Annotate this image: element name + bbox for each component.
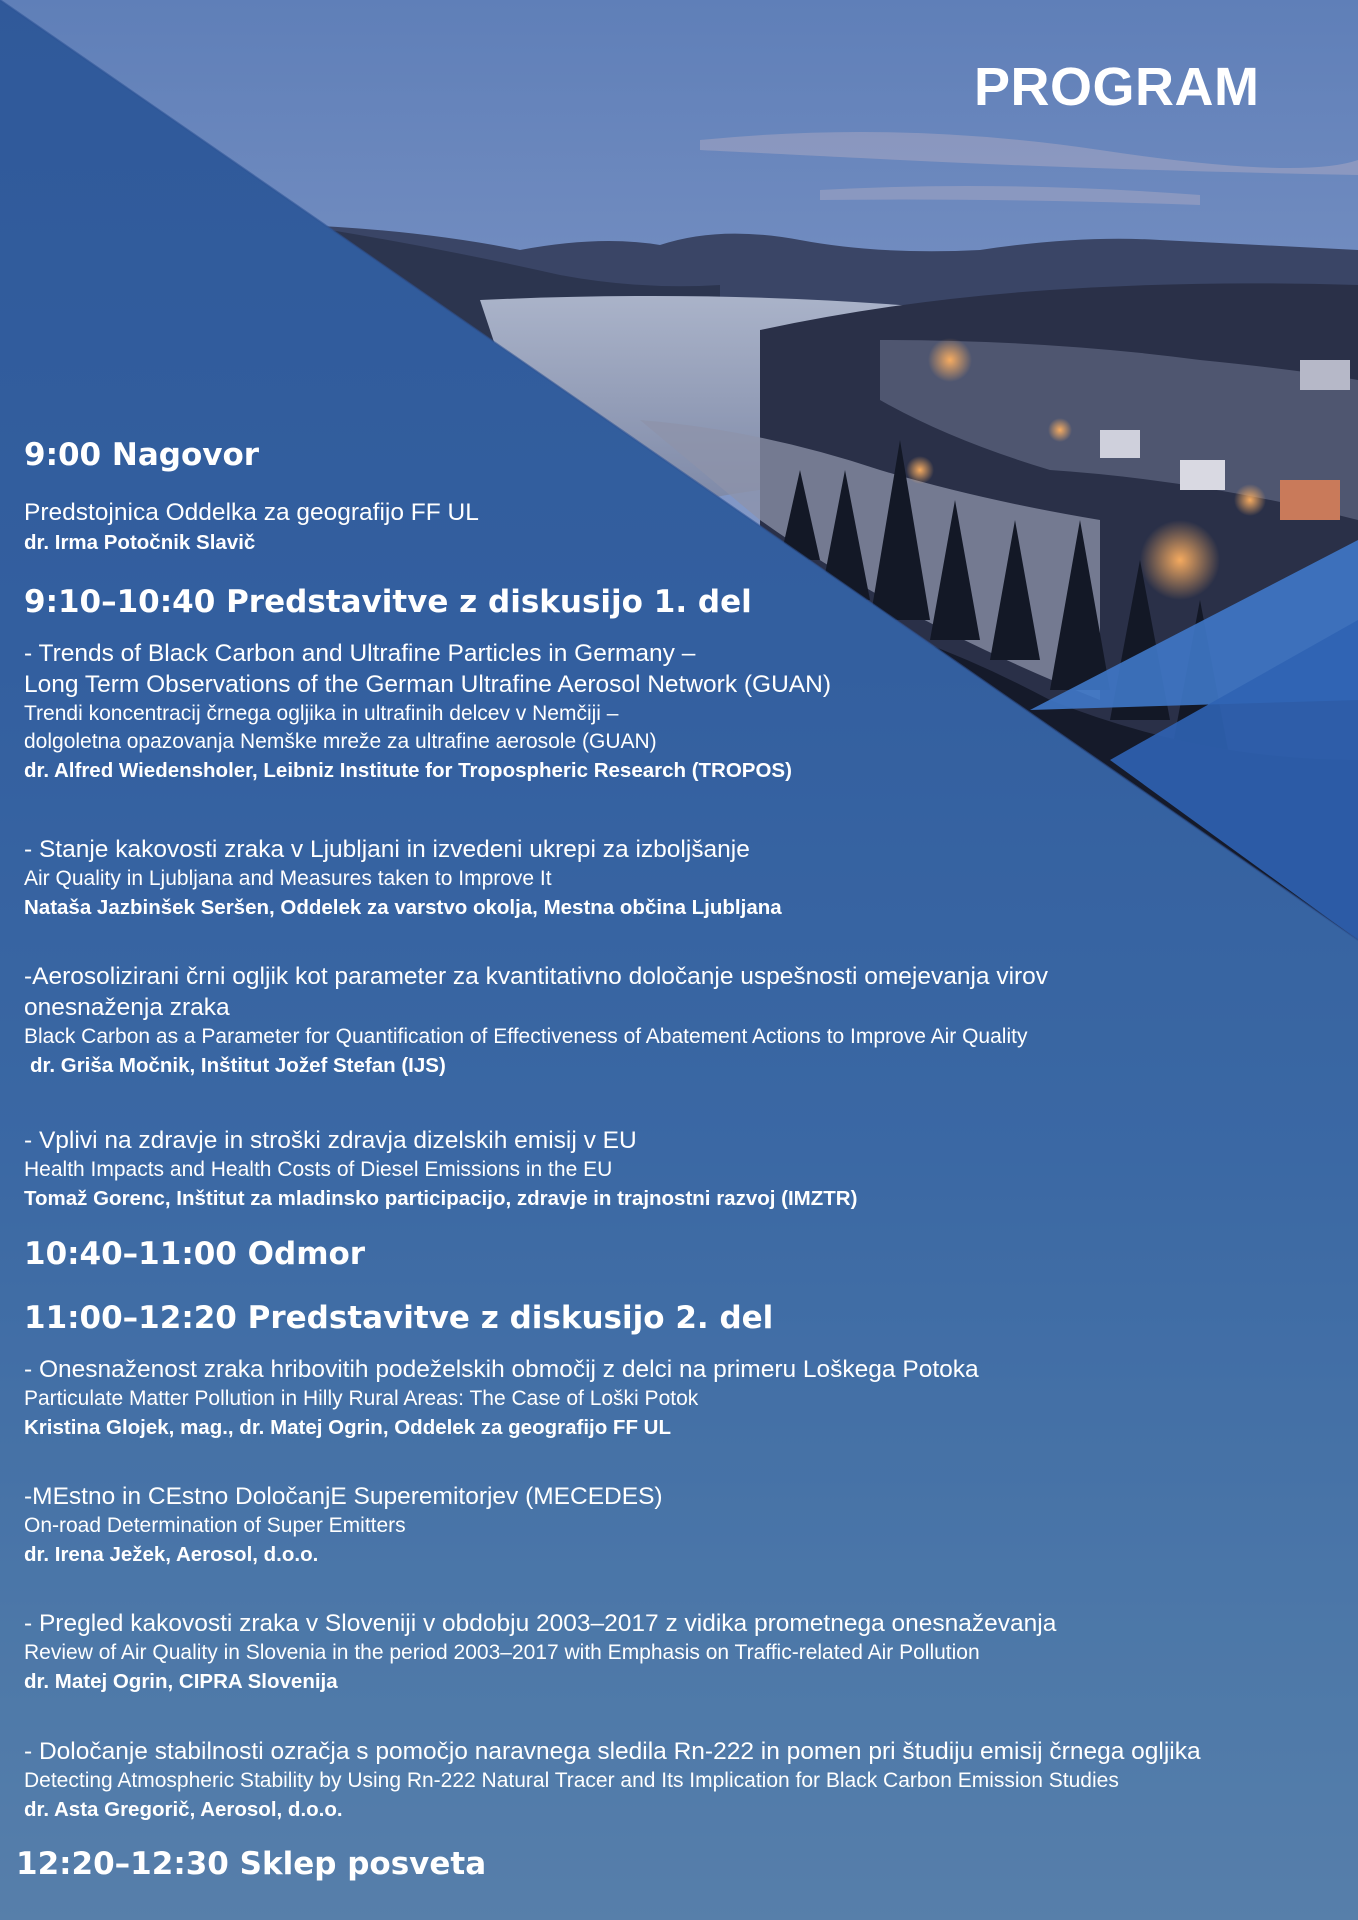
talk-title: - Trends of Black Carbon and Ultrafine Particles in Germany – <box>24 640 696 667</box>
talk-speaker: dr. Irena Ježek, Aerosol, d.o.o. <box>24 1543 319 1566</box>
talk-title: - Določanje stabilnosti ozračja s pomočjo naravnega sledila Rn-222 in pomen pri študiju emisij črnega ogljika <box>24 1738 1201 1765</box>
session1-heading: 9:10–10:40 Predstavitve z diskusijo 1. del <box>24 584 752 620</box>
opening-role: Predstojnica Oddelka za geografijo FF UL <box>24 499 479 526</box>
session2-heading: 11:00–12:20 Predstavitve z diskusijo 2. del <box>24 1300 774 1336</box>
talk-speaker: Tomaž Gorenc, Inštitut za mladinsko participacijo, zdravje in trajnostni razvoj (IMZTR) <box>24 1187 858 1210</box>
talk-title: - Vplivi na zdravje in stroški zdravja dizelskih emisij v EU <box>24 1127 637 1154</box>
talk-item <box>24 1125 857 1214</box>
talk-subtitle: Trendi koncentracij črnega ogljika in ultrafinih delcev v Nemčiji – <box>24 702 619 725</box>
talk-title: Long Term Observations of the German Ultrafine Aerosol Network (GUAN) <box>24 671 832 698</box>
talk-title: - Stanje kakovosti zraka v Ljubljani in izvedeni ukrepi za izboljšanje <box>24 836 750 863</box>
talk-subtitle: Air Quality in Ljubljana and Measures taken to Improve It <box>24 867 552 890</box>
opening-heading: 9:00 Nagovor <box>24 437 260 473</box>
talk-speaker: dr. Alfred Wiedensholer, Leibniz Institute for Tropospheric Research (TROPOS) <box>24 759 792 782</box>
talk-item <box>24 834 782 923</box>
talk-subtitle: Black Carbon as a Parameter for Quantification of Effectiveness of Abatement Actions to Improve Air Quality <box>24 1025 1028 1048</box>
talk-subtitle: dolgoletna opazovanja Nemške mreže za ultrafine aerosole (GUAN) <box>24 730 657 753</box>
talk-subtitle: Particulate Matter Pollution in Hilly Rural Areas: The Case of Loški Potok <box>24 1387 699 1410</box>
page-title: PROGRAM <box>974 57 1260 117</box>
break-heading: 10:40–11:00 Odmor <box>24 1236 366 1272</box>
talk-item <box>24 1608 1056 1697</box>
talk-title: -MEstno in CEstno DoločanjE Superemitorjev (MECEDES) <box>24 1483 663 1510</box>
talk-subtitle: Review of Air Quality in Slovenia in the period 2003–2017 with Emphasis on Traffic-related Air Pollution <box>24 1641 980 1664</box>
talk-title: -Aerosolizirani črni ogljik kot parameter za kvantitativno določanje uspešnosti omejevanja virov <box>24 963 1049 990</box>
closing-heading: 12:20–12:30 Sklep posveta <box>16 1846 487 1882</box>
talk-item <box>24 961 1048 1081</box>
talk-subtitle: Health Impacts and Health Costs of Diesel Emissions in the EU <box>24 1158 613 1181</box>
talk-speaker: Nataša Jazbinšek Seršen, Oddelek za varstvo okolja, Mestna občina Ljubljana <box>24 896 782 919</box>
talk-item <box>24 1481 663 1570</box>
talk-speaker: dr. Griša Močnik, Inštitut Jožef Stefan (IJS) <box>30 1054 446 1077</box>
talk-speaker: dr. Matej Ogrin, CIPRA Slovenija <box>24 1670 338 1693</box>
talk-speaker: Kristina Glojek, mag., dr. Matej Ogrin, Oddelek za geografijo FF UL <box>24 1416 672 1439</box>
talk-item <box>24 1354 979 1443</box>
talk-title: - Pregled kakovosti zraka v Sloveniji v obdobju 2003–2017 z vidika prometnega onesnaževanja <box>24 1610 1057 1637</box>
opening-block <box>24 497 479 558</box>
talk-title: onesnaženja zraka <box>24 994 230 1021</box>
talk-item <box>24 638 831 786</box>
talk-subtitle: On-road Determination of Super Emitters <box>24 1514 406 1537</box>
opening-speaker: dr. Irma Potočnik Slavič <box>24 531 256 554</box>
talk-item <box>24 1736 1201 1825</box>
talk-subtitle: Detecting Atmospheric Stability by Using Rn-222 Natural Tracer and Its Implication for Black Carbon Emission Studies <box>24 1769 1119 1792</box>
talk-title: - Onesnaženost zraka hribovitih podeželskih območij z delci na primeru Loškega Potoka <box>24 1356 979 1383</box>
talk-speaker: dr. Asta Gregorič, Aerosol, d.o.o. <box>24 1798 343 1821</box>
